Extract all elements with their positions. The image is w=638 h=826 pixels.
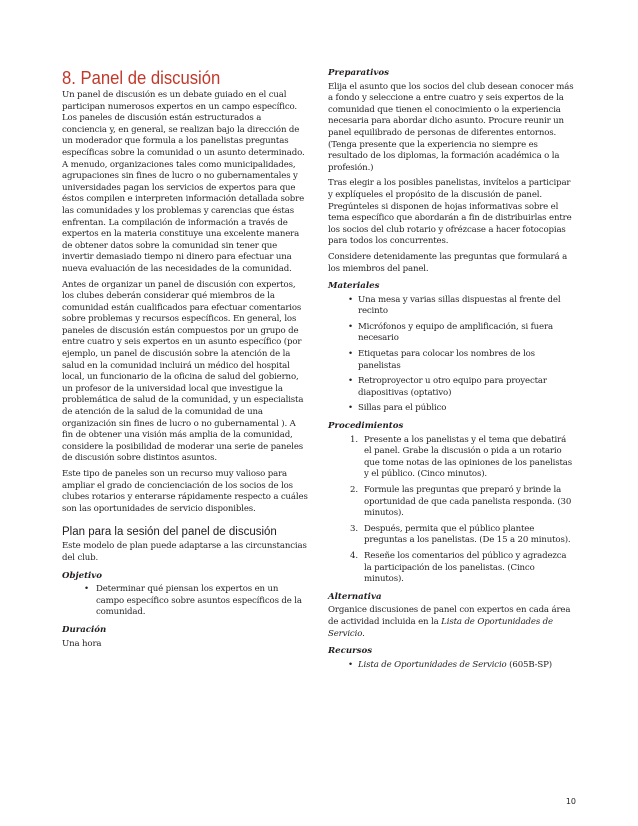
bullet-icon: • [348, 294, 353, 305]
list-item: • Determinar qué piensan los expertos en un campo específico sobre asuntos específicos de la comunidad. [84, 584, 302, 618]
section-title: 8. Panel de discusión [62, 67, 221, 88]
list-item: 1. Presente a los panelistas y el tema que debatirá el panel. Grabe la discusión o pida a un rotario que tome notas de las opiniones de los panelistas y el público. (Cinco minutos). [350, 434, 573, 480]
duracion-text: Una hora [62, 638, 102, 649]
materiales-list [328, 295, 575, 415]
list-item: • Etiquetas para colocar los nombres de los panelistas [348, 349, 535, 371]
plan-heading: Plan para la sesión del panel de discusión [62, 526, 277, 539]
list-item: 4. Reseñe los comentarios del público y agradezca la participación de los panelistas. (Cinco minutos). [350, 550, 567, 585]
value-paragraph: Este tipo de paneles son un recurso muy valioso para ampliar el grado de concienciación de los socios de los clubes rotarios y enterarse rápidamente respecto a cuáles son las oportunidades de servicio disponibles. [62, 469, 308, 514]
duracion-label: Duración [62, 624, 107, 635]
organize-paragraph: Antes de organizar un panel de discusión con expertos, los clubes deberán considerar qué miembros de la comunidad están cualificados para efectuar comentarios sobre problemas y recursos específicos. En general, los paneles de discusión están compuestos por un grupo de entre cuatro y seis expertos en un asunto específico (por ejemplo, un panel de discusión sobre la atención de la salud en la comunidad incluirá un médico del hospital local, un funcionario de la oficina de salud del gobierno, un profesor de la universidad local que investigue la problemática de salud de la comunidad, y un especialista de atención de la salud de la comunidad de una organización sin fines de lucro o no gubernamental ). A fin de obtener una visión más amplia de la comunidad, considere la posibilidad de moderar una serie de paneles de discusión sobre distintos asuntos. [62, 279, 304, 464]
list-item: • Micrófonos y equipo de amplificación, si fuera necesario [348, 321, 553, 344]
materiales-label: Materiales [328, 281, 380, 292]
left-column [62, 68, 308, 654]
objetivo-label: Objetivo [62, 570, 103, 581]
bullet-icon: • [348, 376, 353, 387]
bullet-icon: • [348, 659, 353, 670]
bullet-icon: • [348, 349, 353, 360]
bullet-icon: • [348, 321, 353, 332]
list-item: • Lista de Oportunidades de Servicio (605B-SP) [348, 659, 552, 670]
objetivo-list [62, 584, 308, 619]
recursos-list [328, 660, 575, 672]
list-item: • Una mesa y varias sillas dispuestas al frente del recinto [348, 294, 561, 317]
preparativos-label: Preparativos [328, 68, 389, 78]
list-item: 3. Después, permita que el público plantee preguntas a los panelistas. (De 15 a 20 minutos). [350, 523, 571, 546]
procedimientos-list [328, 435, 575, 586]
preparativos-paragraph: Elija el asunto que los socios del club desean conocer más a fondo y seleccione a entre cuatro y seis expertos de la comunidad que tienen el conocimiento o la experiencia necesaria para abordar dicho asunto. Procure reunir un panel equilibrado de personas de diferentes entornos. (Tenga presente que la experiencia no siempre es resultado de los diplomas, la formación académica o la profesión.) [328, 81, 574, 173]
recursos-label: Recursos [328, 646, 373, 657]
bullet-icon: • [348, 403, 353, 414]
list-item: • Retroproyector u otro equipo para proyectar diapositivas (optativo) [348, 376, 547, 398]
right-column [328, 68, 575, 675]
preparativos-paragraph: Considere detenidamente las preguntas que formulará a los miembros del panel. [328, 251, 568, 274]
procedimientos-label: Procedimientos [328, 421, 404, 432]
alternativa-text: Organice discusiones de panel con expertos en cada área de actividad incluida en la Lista de Oportunidades de Servicio. [328, 605, 571, 639]
page-number: 10 [565, 797, 576, 806]
service-list-link: Lista de Oportunidades de Servicio. [328, 616, 553, 639]
plan-intro: Este modelo de plan puede adaptarse a las circunstancias del club. [62, 541, 307, 563]
intro-paragraph: Un panel de discusión es un debate guiado en el cual participan numerosos expertos en un campo específico. Los paneles de discusión están estructurados a conciencia y, en general, se realizan bajo la dirección de un moderador que formula a los panelistas preguntas específicas sobre la comunidad o un asunto determinado. A menudo, organizaciones tales como municipalidades, agrupaciones sin fines de lucro o no gubernamentales y universidades pagan los servicios de expertos para que éstos compilen e interpreten información detallada sobre las comunidades y los problemas y carencias que éstas enfrentan. La compilación de información a través de expertos en la materia constituye una excelente manera de obtener datos sobre la comunidad sin tener que invertir demasiado tiempo ni dinero para efectuar una nueva evaluación de las necesidades de la comunidad. [62, 90, 305, 274]
preparativos-paragraph: Tras elegir a los posibles panelistas, invítelos a participar y explíqueles el propósito de la discusión de panel. Pregúnteles si disponen de hojas informativas sobre el tema específico que abordarán a fin de distribuirlas entre los socios del club rotario y ofrézcase a hacer fotocopias para todos los concurrentes. [328, 178, 572, 247]
alternativa-label: Alternativa [328, 591, 382, 602]
list-item: 2. Formule las preguntas que preparó y brinde la oportunidad de que cada panelista responda. (30 minutos). [350, 485, 572, 519]
list-item: • Sillas para el público [348, 403, 447, 414]
bullet-icon: • [84, 584, 89, 595]
